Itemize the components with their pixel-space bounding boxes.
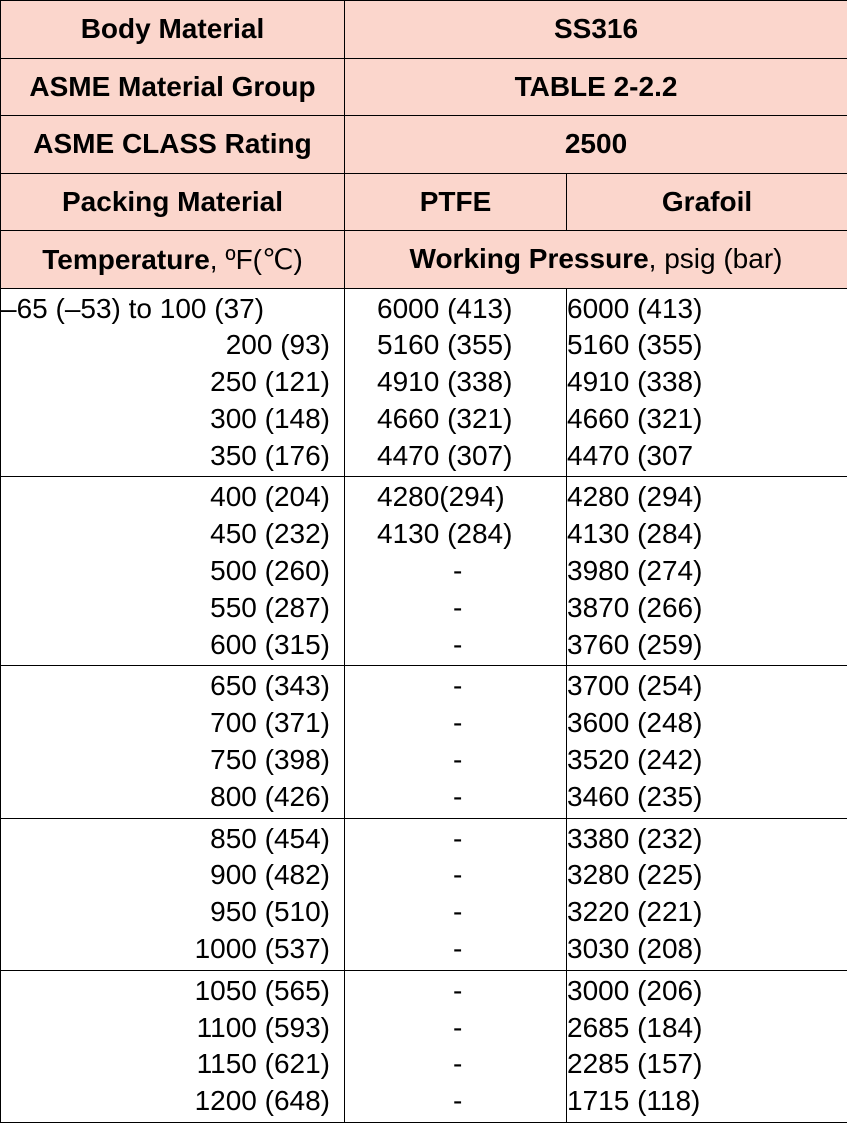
temperature-value: 800 (426) (210, 780, 330, 812)
ptfe-pressure-value: 4130 (284) (377, 518, 513, 550)
material-group-label: ASME Material Group (1, 58, 345, 116)
ptfe-pressure-value: 4910 (338) (377, 366, 513, 398)
temperature-header-unit: , ºF(℃) (209, 243, 303, 275)
row-group (1, 970, 847, 1122)
grafoil-pressure-value: 4470 (307 (567, 439, 694, 471)
grafoil-pressure-value: 3870 (266) (567, 591, 703, 623)
temperature-value: 1050 (565) (194, 974, 330, 1006)
temperature-value: 1200 (648) (194, 1085, 330, 1117)
temperature-value: 750 (398) (210, 744, 330, 776)
grafoil-pressure-value: 4910 (338) (567, 366, 703, 398)
grafoil-pressure-cell (567, 818, 847, 970)
grafoil-pressure-cell (567, 666, 847, 818)
ptfe-pressure-value: - (453, 744, 463, 776)
grafoil-pressure-value: 2685 (184) (567, 1011, 703, 1043)
body-material-label: Body Material (1, 1, 345, 59)
material-group-row (1, 58, 847, 116)
grafoil-pressure-value: 4660 (321) (567, 402, 703, 434)
grafoil-pressure-value: 3700 (254) (567, 670, 703, 702)
ptfe-pressure-cell (345, 477, 567, 666)
temperature-header-bold: Temperature (42, 243, 210, 275)
body-material-value: SS316 (345, 1, 847, 59)
ptfe-pressure-value: - (453, 896, 463, 928)
grafoil-pressure-value: 3520 (242) (567, 744, 703, 776)
grafoil-pressure-value: 3760 (259) (567, 628, 703, 660)
ptfe-pressure-cell (345, 288, 567, 477)
temperature-value: 900 (482) (210, 859, 330, 891)
temperature-cell (1, 818, 345, 970)
ptfe-pressure-value: - (453, 859, 463, 891)
grafoil-pressure-value: 4130 (284) (567, 518, 703, 550)
ptfe-pressure-value: - (453, 707, 463, 739)
temperature-value: 700 (371) (210, 707, 330, 739)
material-group-value: TABLE 2-2.2 (345, 58, 847, 116)
temperature-cell (1, 477, 345, 666)
ptfe-pressure-cell (345, 970, 567, 1122)
temperature-cell (1, 288, 345, 477)
pressure-header-bold: Working Pressure (409, 243, 649, 275)
grafoil-pressure-value: 3380 (232) (567, 822, 703, 854)
temperature-value: 500 (260) (210, 555, 330, 587)
temperature-value: 650 (343) (210, 670, 330, 702)
class-rating-value: 2500 (345, 116, 847, 174)
packing-ptfe-header: PTFE (345, 173, 567, 231)
ptfe-pressure-cell (345, 818, 567, 970)
column-header-row (1, 231, 847, 289)
temperature-value: 1100 (593) (196, 1011, 330, 1043)
grafoil-pressure-value: 3000 (206) (567, 974, 703, 1006)
grafoil-pressure-value: 3460 (235) (567, 780, 703, 812)
row-group (1, 818, 847, 970)
ptfe-pressure-value: - (453, 670, 463, 702)
ptfe-pressure-value: 4660 (321) (377, 402, 513, 434)
grafoil-pressure-value: 3980 (274) (567, 555, 703, 587)
temperature-value: 400 (204) (210, 481, 330, 513)
grafoil-pressure-cell (567, 970, 847, 1122)
grafoil-pressure-cell (567, 477, 847, 666)
ptfe-pressure-value: - (453, 591, 463, 623)
body-material-row (1, 1, 847, 59)
row-group (1, 288, 847, 477)
temperature-value: 1150 (621) (196, 1048, 330, 1080)
grafoil-pressure-value: 4280 (294) (567, 481, 703, 513)
grafoil-pressure-value: 3220 (221) (567, 896, 703, 928)
class-rating-label: ASME CLASS Rating (1, 116, 345, 174)
ptfe-pressure-value: - (453, 555, 463, 587)
temperature-value: 300 (148) (210, 402, 330, 434)
temperature-value: 950 (510) (210, 896, 330, 928)
grafoil-pressure-value: 6000 (413) (567, 292, 703, 324)
temperature-cell (1, 666, 345, 818)
temperature-header (1, 231, 345, 289)
ptfe-pressure-value: - (453, 933, 463, 965)
pressure-header-unit: , psig (bar) (648, 243, 783, 275)
temperature-value: 550 (287) (210, 591, 330, 623)
ptfe-pressure-value: - (453, 1011, 463, 1043)
ptfe-pressure-value: 4280(294) (377, 481, 505, 513)
temperature-value: 600 (315) (210, 628, 330, 660)
grafoil-pressure-value: 3030 (208) (567, 933, 703, 965)
ptfe-pressure-value: 4470 (307) (377, 439, 513, 471)
temperature-value: 250 (121) (210, 366, 330, 398)
temperature-cell (1, 970, 345, 1122)
packing-material-label: Packing Material (1, 173, 345, 231)
ptfe-pressure-cell (345, 666, 567, 818)
packing-grafoil-header: Grafoil (567, 173, 847, 231)
temperature-value: –65 (–53) to 100 (37) (1, 292, 265, 324)
temperature-value: 850 (454) (210, 822, 330, 854)
pressure-header (345, 231, 847, 289)
grafoil-pressure-value: 5160 (355) (567, 329, 703, 361)
ptfe-pressure-value: - (453, 1085, 463, 1117)
ptfe-pressure-value: - (453, 780, 463, 812)
ptfe-pressure-value: - (453, 1048, 463, 1080)
temperature-value: 200 (93) (225, 329, 330, 361)
grafoil-pressure-value: 2285 (157) (567, 1048, 703, 1080)
grafoil-pressure-value: 3280 (225) (567, 859, 703, 891)
temperature-value: 350 (176) (210, 439, 330, 471)
class-rating-row (1, 116, 847, 174)
row-group (1, 666, 847, 818)
ptfe-pressure-value: - (453, 974, 463, 1006)
row-group (1, 477, 847, 666)
ptfe-pressure-value: - (453, 628, 463, 660)
temperature-value: 450 (232) (210, 518, 330, 550)
grafoil-pressure-cell (567, 288, 847, 477)
grafoil-pressure-value: 3600 (248) (567, 707, 703, 739)
packing-material-row (1, 173, 847, 231)
ptfe-pressure-value: 5160 (355) (377, 329, 513, 361)
temperature-value: 1000 (537) (194, 933, 330, 965)
grafoil-pressure-value: 1715 (118) (567, 1085, 701, 1117)
ptfe-pressure-value: 6000 (413) (377, 292, 513, 324)
ptfe-pressure-value: - (453, 822, 463, 854)
